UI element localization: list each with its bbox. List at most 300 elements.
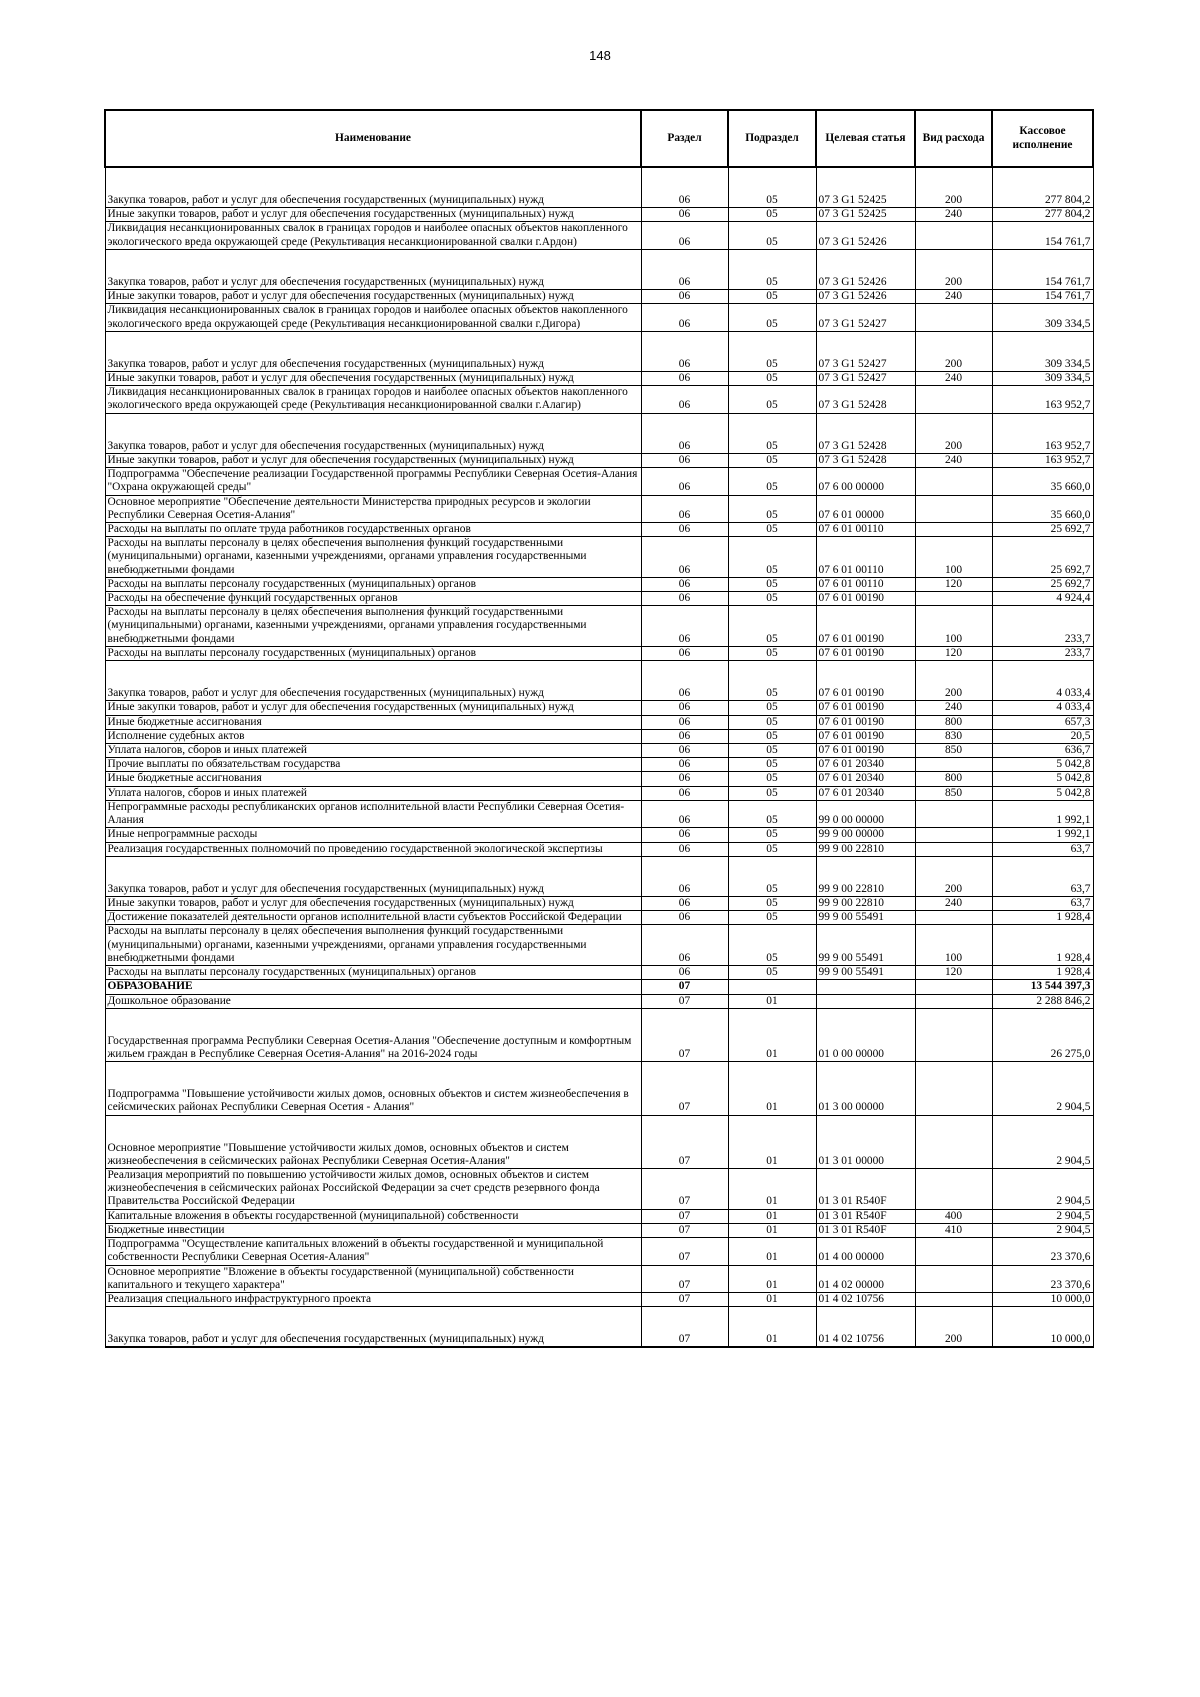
cell-subsection: 01: [728, 1035, 816, 1062]
cell-section: 06: [641, 883, 728, 897]
cell-subsection: 05: [728, 701, 816, 715]
cell-cash-execution: 277 804,2: [992, 194, 1093, 208]
spacer-cell: [915, 1062, 992, 1089]
cell-expense-type: [915, 1169, 992, 1210]
spacer-row: [105, 331, 1093, 358]
cell-expense-type: 200: [915, 194, 992, 208]
cell-section: 06: [641, 453, 728, 467]
cell-cash-execution: 25 692,7: [992, 537, 1093, 578]
cell-target-article: 99 9 00 00000: [816, 828, 915, 842]
cell-name: Исполнение судебных актов: [105, 729, 641, 743]
cell-section: 06: [641, 194, 728, 208]
cell-expense-type: [915, 800, 992, 827]
spacer-cell: [641, 1307, 728, 1334]
cell-expense-type: 100: [915, 537, 992, 578]
table-row: [105, 371, 1093, 385]
cell-expense-type: 830: [915, 729, 992, 743]
spacer-cell: [728, 413, 816, 440]
cell-target-article: 07 6 01 20340: [816, 786, 915, 800]
cell-subsection: 01: [728, 1223, 816, 1237]
header-subsection: Подраздел: [728, 110, 816, 167]
cell-expense-type: 120: [915, 577, 992, 591]
cell-cash-execution: 2 904,5: [992, 1142, 1093, 1169]
table-row: [105, 606, 1093, 647]
cell-target-article: 07 3 G1 52427: [816, 358, 915, 372]
cell-cash-execution: 1 928,4: [992, 911, 1093, 925]
cell-name: Иные закупки товаров, работ и услуг для обеспечения государственных (муниципальных) нужд: [105, 371, 641, 385]
cell-cash-execution: 63,7: [992, 896, 1093, 910]
cell-subsection: 05: [728, 896, 816, 910]
cell-name: Основное мероприятие "Вложение в объекты государственной (муниципальной) собственности капитального и текущего характера": [105, 1265, 641, 1292]
spacer-cell: [105, 167, 641, 194]
cell-expense-type: 200: [915, 687, 992, 701]
cell-expense-type: [915, 495, 992, 522]
table-row: [105, 1223, 1093, 1237]
spacer-cell: [728, 661, 816, 688]
cell-target-article: 01 4 02 10756: [816, 1293, 915, 1307]
cell-section: 06: [641, 701, 728, 715]
cell-name: Иные закупки товаров, работ и услуг для обеспечения государственных (муниципальных) нужд: [105, 453, 641, 467]
cell-section: 06: [641, 842, 728, 856]
cell-section: 06: [641, 925, 728, 966]
cell-name: Закупка товаров, работ и услуг для обеспечения государственных (муниципальных) нужд: [105, 440, 641, 454]
cell-subsection: 05: [728, 468, 816, 495]
cell-expense-type: 410: [915, 1223, 992, 1237]
spacer-cell: [816, 1062, 915, 1089]
spacer-cell: [728, 1008, 816, 1035]
spacer-cell: [992, 413, 1093, 440]
cell-name: Ликвидация несанкционированных свалок в границах городов и наиболее опасных объектов накопленного экологического вреда окружающей среде (Рекультивация несанкционированной свалки г.Алагир): [105, 386, 641, 413]
table-row: [105, 744, 1093, 758]
cell-name: Закупка товаров, работ и услуг для обеспечения государственных (муниципальных) нужд: [105, 1333, 641, 1347]
cell-subsection: 01: [728, 1142, 816, 1169]
cell-expense-type: [915, 828, 992, 842]
cell-section: 06: [641, 208, 728, 222]
cell-subsection: 05: [728, 194, 816, 208]
spacer-cell: [992, 1307, 1093, 1334]
cell-name: Расходы на выплаты по оплате труда работников государственных органов: [105, 522, 641, 536]
cell-name: Реализация мероприятий по повышению устойчивости жилых домов, основных объектов и систем жизнеобеспечения в сейсмических районах Российской Федерации за счет средств резервного фонда Правительства Российской Федерации: [105, 1169, 641, 1210]
cell-cash-execution: 5 042,8: [992, 758, 1093, 772]
cell-target-article: 07 3 G1 52425: [816, 208, 915, 222]
cell-section: 06: [641, 468, 728, 495]
cell-section: 06: [641, 687, 728, 701]
cell-cash-execution: 10 000,0: [992, 1293, 1093, 1307]
cell-section: 07: [641, 1088, 728, 1115]
cell-target-article: 07 3 G1 52427: [816, 371, 915, 385]
cell-subsection: 05: [728, 222, 816, 249]
cell-target-article: 07 6 01 00190: [816, 701, 915, 715]
cell-section: 07: [641, 1238, 728, 1265]
table-row: [105, 842, 1093, 856]
cell-name: Закупка товаров, работ и услуг для обеспечения государственных (муниципальных) нужд: [105, 358, 641, 372]
cell-cash-execution: 163 952,7: [992, 386, 1093, 413]
cell-expense-type: [915, 468, 992, 495]
cell-subsection: 05: [728, 966, 816, 980]
table-row: [105, 772, 1093, 786]
cell-subsection: 05: [728, 925, 816, 966]
spacer-cell: [641, 249, 728, 276]
table-row: [105, 453, 1093, 467]
cell-name: Закупка товаров, работ и услуг для обеспечения государственных (муниципальных) нужд: [105, 687, 641, 701]
spacer-cell: [105, 1008, 641, 1035]
spacer-cell: [816, 167, 915, 194]
cell-cash-execution: 26 275,0: [992, 1035, 1093, 1062]
table-row: [105, 1088, 1093, 1115]
cell-target-article: 07 6 01 00110: [816, 577, 915, 591]
cell-cash-execution: 2 904,5: [992, 1088, 1093, 1115]
cell-cash-execution: 2 904,5: [992, 1223, 1093, 1237]
spacer-row: [105, 1115, 1093, 1142]
cell-subsection: 05: [728, 537, 816, 578]
table-row: [105, 1169, 1093, 1210]
spacer-cell: [915, 661, 992, 688]
spacer-cell: [816, 1008, 915, 1035]
cell-target-article: 07 6 01 00190: [816, 646, 915, 660]
table-row: [105, 276, 1093, 290]
cell-section: 07: [641, 1169, 728, 1210]
cell-target-article: 07 6 01 00190: [816, 744, 915, 758]
cell-name: Уплата налогов, сборов и иных платежей: [105, 786, 641, 800]
spacer-row: [105, 856, 1093, 883]
cell-cash-execution: 2 288 846,2: [992, 994, 1093, 1008]
cell-name: Подпрограмма "Повышение устойчивости жилых домов, основных объектов и систем жизнеобеспечения в сейсмических районах Республики Северная Осетия - Алания": [105, 1088, 641, 1115]
cell-name: Расходы на выплаты персоналу государственных (муниципальных) органов: [105, 646, 641, 660]
cell-subsection: 05: [728, 729, 816, 743]
cell-subsection: 01: [728, 1238, 816, 1265]
spacer-cell: [641, 413, 728, 440]
spacer-cell: [992, 167, 1093, 194]
cell-expense-type: [915, 1265, 992, 1292]
cell-subsection: 01: [728, 1293, 816, 1307]
cell-name: Ликвидация несанкционированных свалок в границах городов и наиболее опасных объектов накопленного экологического вреда окружающей среде (Рекультивация несанкционированной свалки г.Дигора): [105, 304, 641, 331]
cell-cash-execution: 13 544 397,3: [992, 980, 1093, 994]
cell-section: 06: [641, 537, 728, 578]
cell-section: 06: [641, 592, 728, 606]
table-row: [105, 786, 1093, 800]
cell-name: Расходы на выплаты персоналу государственных (муниципальных) органов: [105, 966, 641, 980]
cell-target-article: 01 3 00 00000: [816, 1088, 915, 1115]
spacer-cell: [728, 1062, 816, 1089]
cell-cash-execution: 233,7: [992, 606, 1093, 647]
cell-expense-type: [915, 592, 992, 606]
spacer-cell: [641, 331, 728, 358]
header-cash-execution: Кассовое исполнение: [992, 110, 1093, 167]
cell-name: Иные непрограммные расходы: [105, 828, 641, 842]
cell-section: 06: [641, 646, 728, 660]
table-header-row: [105, 110, 1093, 167]
cell-subsection: 05: [728, 646, 816, 660]
table-row: [105, 208, 1093, 222]
cell-cash-execution: 1 928,4: [992, 925, 1093, 966]
spacer-cell: [641, 1115, 728, 1142]
cell-cash-execution: 2 904,5: [992, 1169, 1093, 1210]
cell-name: Иные закупки товаров, работ и услуг для обеспечения государственных (муниципальных) нужд: [105, 701, 641, 715]
table-body: [105, 167, 1093, 1347]
table-row: [105, 290, 1093, 304]
table-row: [105, 883, 1093, 897]
cell-subsection: 05: [728, 495, 816, 522]
cell-expense-type: [915, 386, 992, 413]
cell-cash-execution: 1 992,1: [992, 800, 1093, 827]
cell-target-article: 07 6 01 20340: [816, 758, 915, 772]
cell-subsection: 05: [728, 290, 816, 304]
cell-subsection: 05: [728, 911, 816, 925]
cell-subsection: 05: [728, 304, 816, 331]
cell-section: 06: [641, 966, 728, 980]
cell-expense-type: 200: [915, 440, 992, 454]
cell-cash-execution: 154 761,7: [992, 276, 1093, 290]
cell-cash-execution: 4 924,4: [992, 592, 1093, 606]
cell-expense-type: [915, 994, 992, 1008]
cell-cash-execution: 309 334,5: [992, 304, 1093, 331]
cell-subsection: 05: [728, 358, 816, 372]
cell-cash-execution: 23 370,6: [992, 1265, 1093, 1292]
cell-expense-type: 850: [915, 744, 992, 758]
table-row: [105, 495, 1093, 522]
cell-section: 07: [641, 1293, 728, 1307]
cell-cash-execution: 154 761,7: [992, 290, 1093, 304]
cell-expense-type: 800: [915, 715, 992, 729]
cell-section: 06: [641, 772, 728, 786]
cell-cash-execution: 1 928,4: [992, 966, 1093, 980]
cell-cash-execution: 163 952,7: [992, 453, 1093, 467]
spacer-cell: [728, 1115, 816, 1142]
cell-section: 06: [641, 304, 728, 331]
table-row: [105, 1035, 1093, 1062]
table-row: [105, 896, 1093, 910]
cell-name: Расходы на обеспечение функций государственных органов: [105, 592, 641, 606]
cell-name: Достижение показателей деятельности органов исполнительной власти субъектов Российской Федерации: [105, 911, 641, 925]
table-row: [105, 1142, 1093, 1169]
spacer-cell: [641, 856, 728, 883]
cell-target-article: 07 3 G1 52427: [816, 304, 915, 331]
cell-section: 06: [641, 800, 728, 827]
table-row: [105, 577, 1093, 591]
spacer-cell: [105, 249, 641, 276]
cell-expense-type: 240: [915, 371, 992, 385]
cell-section: 07: [641, 980, 728, 994]
cell-expense-type: [915, 222, 992, 249]
table-row: [105, 687, 1093, 701]
spacer-cell: [915, 249, 992, 276]
cell-cash-execution: 63,7: [992, 883, 1093, 897]
cell-cash-execution: 63,7: [992, 842, 1093, 856]
cell-expense-type: 240: [915, 290, 992, 304]
cell-subsection: 05: [728, 883, 816, 897]
cell-section: 07: [641, 1209, 728, 1223]
cell-expense-type: 200: [915, 358, 992, 372]
cell-subsection: 05: [728, 828, 816, 842]
cell-subsection: 05: [728, 772, 816, 786]
cell-subsection: 01: [728, 1209, 816, 1223]
table-row: [105, 994, 1093, 1008]
spacer-cell: [915, 413, 992, 440]
cell-target-article: 07 3 G1 52426: [816, 290, 915, 304]
spacer-cell: [105, 413, 641, 440]
table-row: [105, 222, 1093, 249]
cell-subsection: 05: [728, 744, 816, 758]
cell-cash-execution: 5 042,8: [992, 772, 1093, 786]
spacer-cell: [992, 661, 1093, 688]
table-row: [105, 800, 1093, 827]
cell-name: Прочие выплаты по обязательствам государства: [105, 758, 641, 772]
cell-name: Подпрограмма "Обеспечение реализации Государственной программы Республики Северная Осетия-Алания "Охрана окружающей среды": [105, 468, 641, 495]
cell-cash-execution: 309 334,5: [992, 371, 1093, 385]
page-number: 148: [589, 48, 611, 63]
spacer-cell: [728, 1307, 816, 1334]
cell-section: 06: [641, 729, 728, 743]
cell-subsection: 05: [728, 800, 816, 827]
cell-subsection: 01: [728, 994, 816, 1008]
cell-subsection: 05: [728, 208, 816, 222]
table-row: [105, 304, 1093, 331]
cell-subsection: 01: [728, 1265, 816, 1292]
cell-target-article: 07 3 G1 52428: [816, 386, 915, 413]
spacer-cell: [992, 331, 1093, 358]
cell-section: 07: [641, 994, 728, 1008]
cell-section: 06: [641, 786, 728, 800]
table-row: [105, 715, 1093, 729]
cell-target-article: 07 6 01 00190: [816, 592, 915, 606]
cell-target-article: 01 4 02 10756: [816, 1333, 915, 1347]
table-row: [105, 966, 1093, 980]
table-row: [105, 468, 1093, 495]
spacer-cell: [816, 661, 915, 688]
cell-subsection: 05: [728, 453, 816, 467]
spacer-row: [105, 249, 1093, 276]
cell-section: 06: [641, 371, 728, 385]
cell-cash-execution: 4 033,4: [992, 687, 1093, 701]
spacer-row: [105, 1062, 1093, 1089]
cell-section: 07: [641, 1142, 728, 1169]
cell-subsection: 05: [728, 522, 816, 536]
cell-section: 06: [641, 495, 728, 522]
cell-name: Иные бюджетные ассигнования: [105, 772, 641, 786]
cell-subsection: 05: [728, 592, 816, 606]
spacer-cell: [915, 331, 992, 358]
cell-cash-execution: 35 660,0: [992, 468, 1093, 495]
spacer-cell: [728, 167, 816, 194]
spacer-cell: [641, 167, 728, 194]
cell-section: 07: [641, 1265, 728, 1292]
cell-target-article: 01 4 02 00000: [816, 1265, 915, 1292]
cell-name: Расходы на выплаты персоналу государственных (муниципальных) органов: [105, 577, 641, 591]
cell-cash-execution: 309 334,5: [992, 358, 1093, 372]
spacer-cell: [641, 661, 728, 688]
spacer-cell: [992, 856, 1093, 883]
cell-cash-execution: 657,3: [992, 715, 1093, 729]
cell-section: 06: [641, 358, 728, 372]
cell-section: 06: [641, 606, 728, 647]
cell-target-article: 99 0 00 00000: [816, 800, 915, 827]
cell-subsection: 05: [728, 842, 816, 856]
cell-cash-execution: 25 692,7: [992, 577, 1093, 591]
table-row: [105, 701, 1093, 715]
spacer-cell: [992, 249, 1093, 276]
cell-expense-type: 800: [915, 772, 992, 786]
cell-target-article: 07 6 01 00000: [816, 495, 915, 522]
cell-name: Государственная программа Республики Северная Осетия-Алания "Обеспечение доступным и комфортным жильем граждан в Республике Северная Осетия-Алания" на 2016-2024 годы: [105, 1035, 641, 1062]
cell-target-article: 01 3 01 R540F: [816, 1169, 915, 1210]
cell-expense-type: 100: [915, 925, 992, 966]
cell-section: 06: [641, 744, 728, 758]
cell-cash-execution: 23 370,6: [992, 1238, 1093, 1265]
cell-target-article: 99 9 00 22810: [816, 842, 915, 856]
cell-name: Дошкольное образование: [105, 994, 641, 1008]
cell-target-article: 07 6 01 00110: [816, 537, 915, 578]
cell-expense-type: 100: [915, 606, 992, 647]
cell-section: 06: [641, 386, 728, 413]
cell-target-article: 01 3 01 R540F: [816, 1209, 915, 1223]
cell-subsection: 05: [728, 715, 816, 729]
cell-expense-type: 200: [915, 883, 992, 897]
cell-section: 06: [641, 911, 728, 925]
cell-target-article: 01 3 01 00000: [816, 1142, 915, 1169]
table-row: [105, 1238, 1093, 1265]
cell-subsection: 05: [728, 577, 816, 591]
table-row: [105, 592, 1093, 606]
cell-expense-type: [915, 1142, 992, 1169]
spacer-cell: [105, 331, 641, 358]
spacer-cell: [816, 1307, 915, 1334]
spacer-cell: [641, 1008, 728, 1035]
cell-subsection: 05: [728, 276, 816, 290]
cell-name: Бюджетные инвестиции: [105, 1223, 641, 1237]
table-row: [105, 980, 1093, 994]
cell-cash-execution: 20,5: [992, 729, 1093, 743]
cell-target-article: [816, 994, 915, 1008]
spacer-cell: [105, 856, 641, 883]
spacer-row: [105, 1307, 1093, 1334]
cell-section: 07: [641, 1333, 728, 1347]
cell-cash-execution: 277 804,2: [992, 208, 1093, 222]
cell-name: Иные закупки товаров, работ и услуг для обеспечения государственных (муниципальных) нужд: [105, 896, 641, 910]
spacer-cell: [816, 856, 915, 883]
cell-name: ОБРАЗОВАНИЕ: [105, 980, 641, 994]
table-row: [105, 828, 1093, 842]
cell-target-article: 07 3 G1 52428: [816, 453, 915, 467]
cell-expense-type: [915, 304, 992, 331]
cell-cash-execution: 2 904,5: [992, 1209, 1093, 1223]
cell-expense-type: [915, 980, 992, 994]
cell-subsection: 05: [728, 606, 816, 647]
cell-section: 06: [641, 522, 728, 536]
cell-expense-type: [915, 1293, 992, 1307]
cell-target-article: 07 6 01 00110: [816, 522, 915, 536]
spacer-cell: [105, 1062, 641, 1089]
cell-section: 06: [641, 290, 728, 304]
cell-subsection: 05: [728, 440, 816, 454]
cell-section: 06: [641, 758, 728, 772]
cell-target-article: 07 6 01 00190: [816, 729, 915, 743]
cell-name: Закупка товаров, работ и услуг для обеспечения государственных (муниципальных) нужд: [105, 276, 641, 290]
table-row: [105, 1265, 1093, 1292]
cell-target-article: 07 3 G1 52425: [816, 194, 915, 208]
budget-execution-table: [104, 109, 1094, 1348]
cell-expense-type: [915, 1238, 992, 1265]
cell-name: Основное мероприятие "Повышение устойчивости жилых домов, основных объектов и систем жизнеобеспечения в сейсмических районах Республики Северная Осетия-Алания": [105, 1142, 641, 1169]
cell-name: Реализация специального инфраструктурного проекта: [105, 1293, 641, 1307]
table-row: [105, 911, 1093, 925]
cell-subsection: 05: [728, 371, 816, 385]
header-name: Наименование: [105, 110, 641, 167]
spacer-cell: [915, 856, 992, 883]
cell-target-article: 07 3 G1 52428: [816, 440, 915, 454]
cell-cash-execution: 233,7: [992, 646, 1093, 660]
cell-section: 06: [641, 577, 728, 591]
cell-name: Реализация государственных полномочий по проведению государственной экологической экспертизы: [105, 842, 641, 856]
